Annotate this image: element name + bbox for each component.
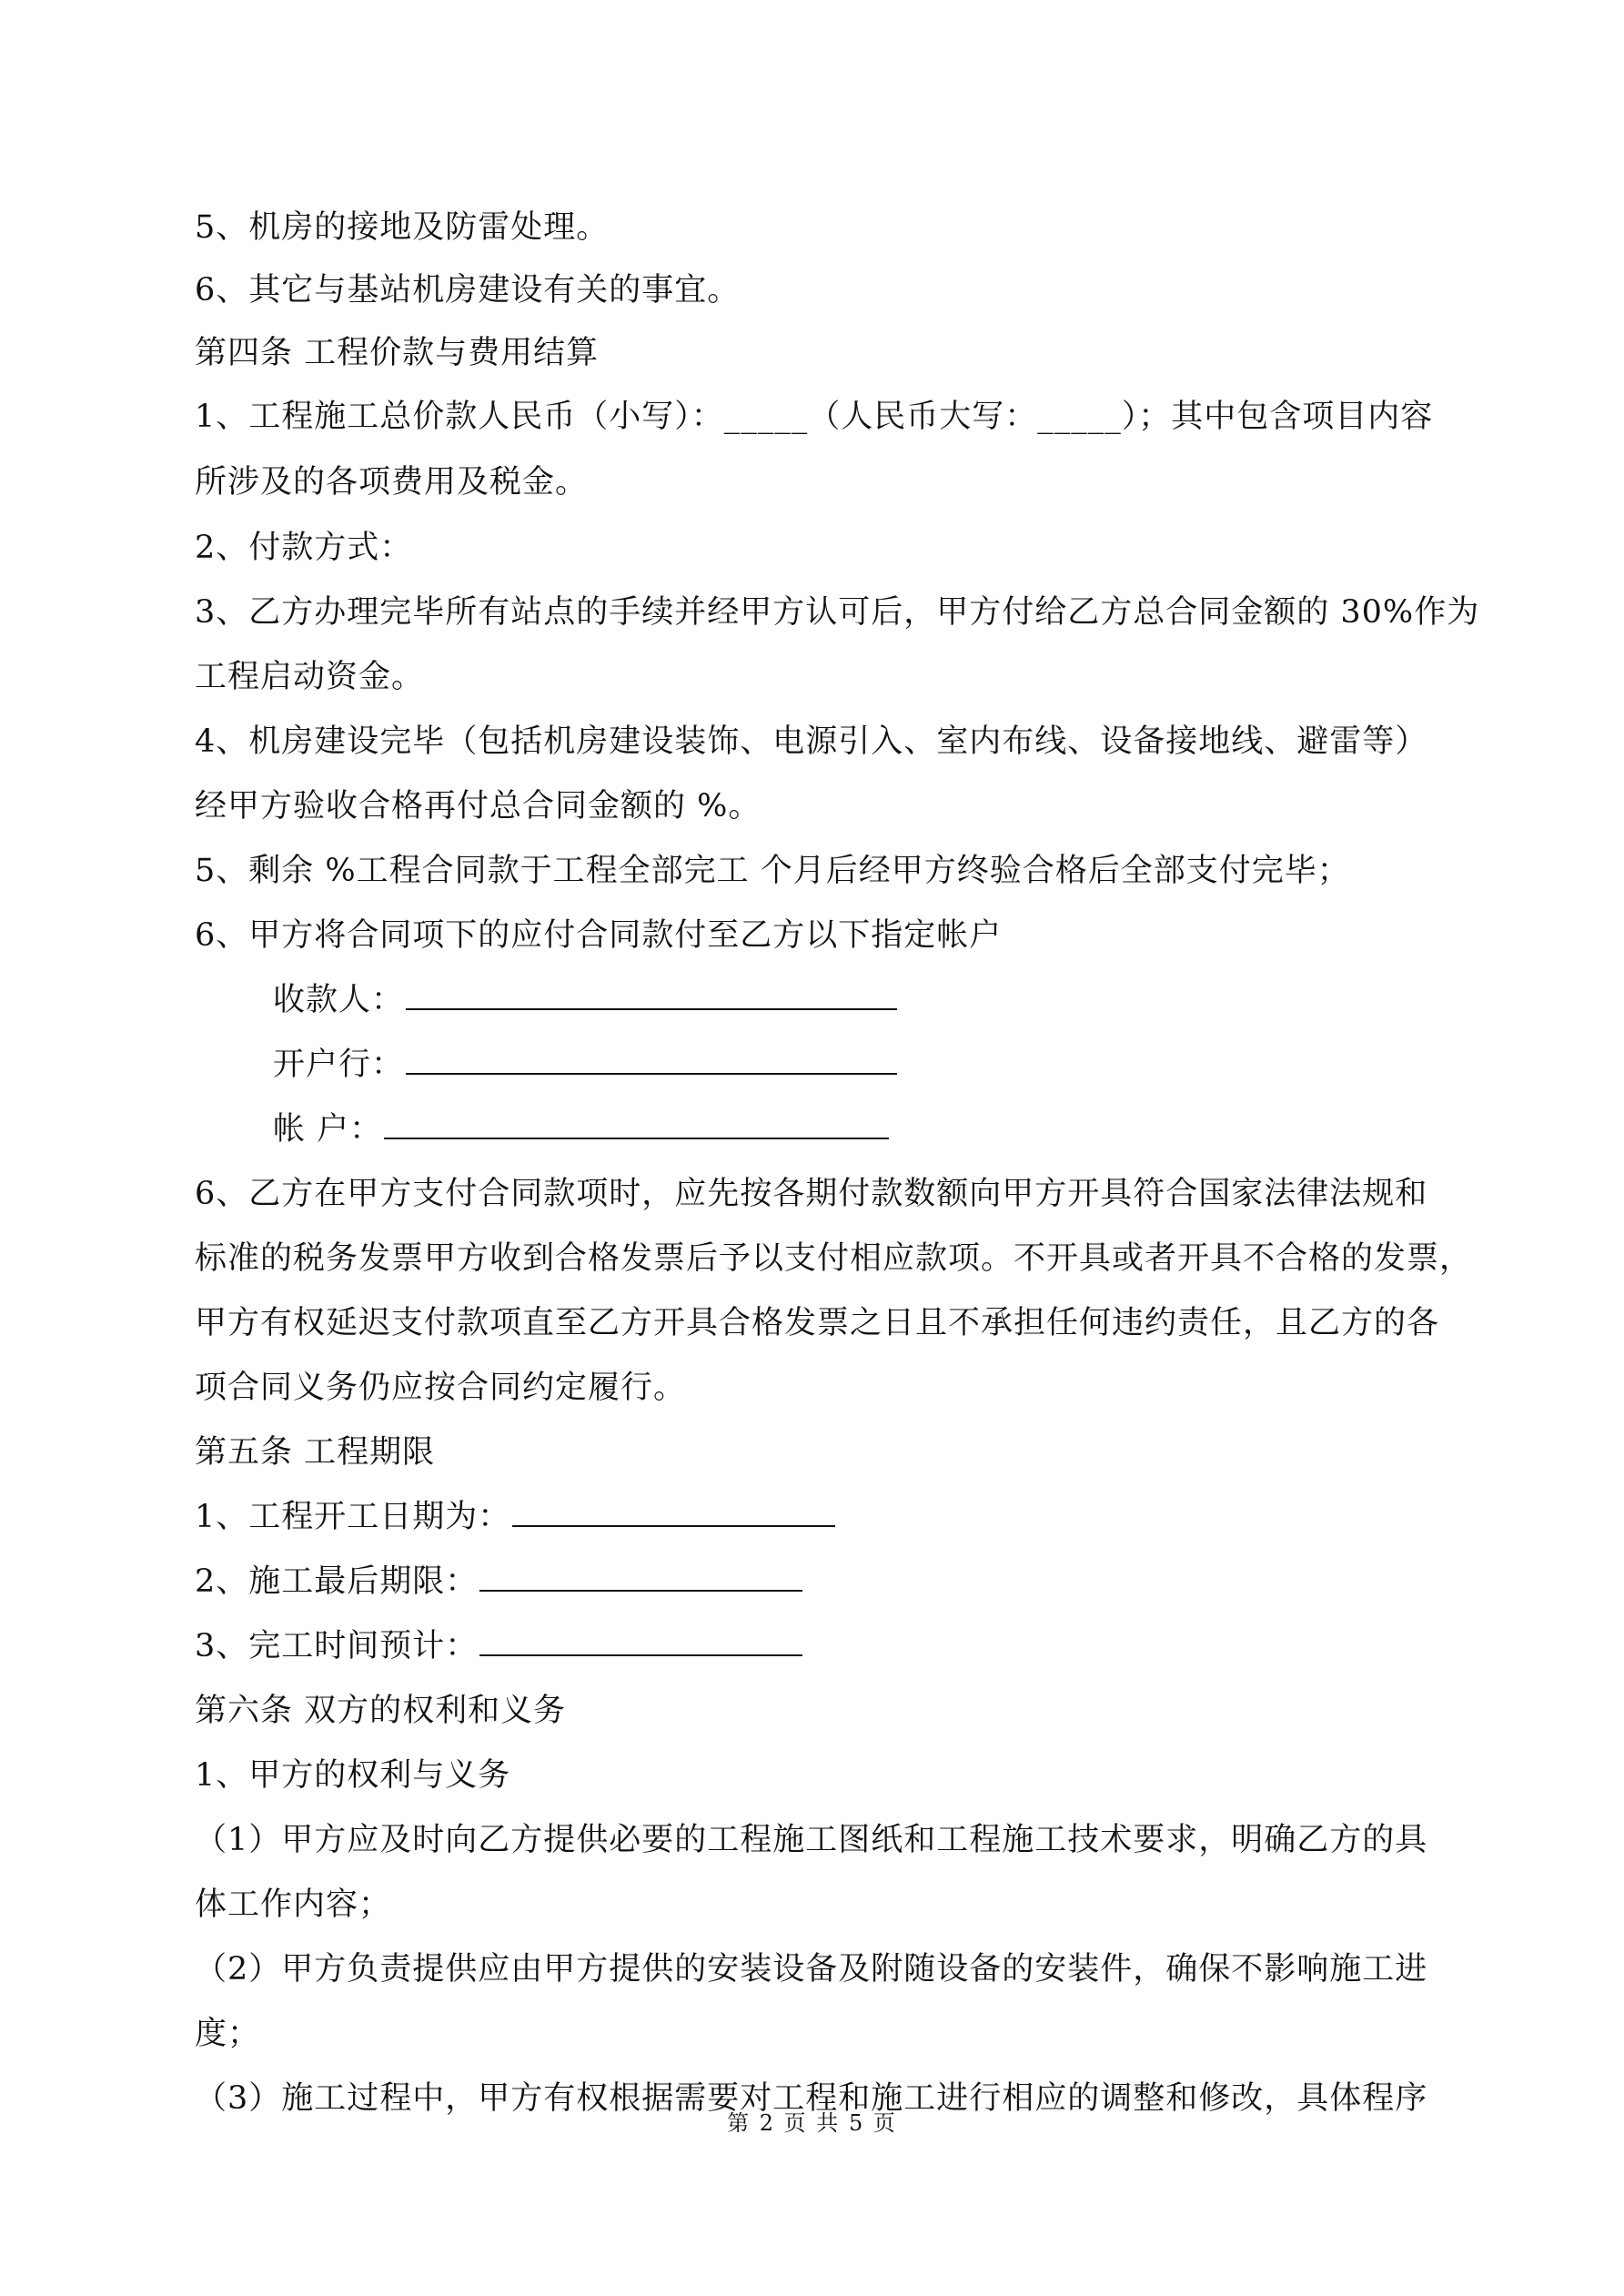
clause-line: 6、乙方在甲方支付合同款项时，应先按各期付款数额向甲方开具符合国家法律法规和 — [195, 1176, 1428, 1212]
bank-label: 开户行： — [273, 1047, 405, 1083]
estimate-blank — [479, 1627, 802, 1656]
account-label: 帐 户： — [273, 1111, 383, 1148]
payee-blank — [406, 981, 897, 1010]
clause-line: 3、乙方办理完毕所有站点的手续并经甲方认可后，甲方付给乙方总合同金额的 30%作为 — [195, 594, 1480, 631]
clause-line: 4、机房建设完毕（包括机房建设装饰、电源引入、室内布线、设备接地线、避雷等） — [195, 723, 1428, 760]
account-field — [273, 1109, 889, 1149]
estimate-field — [195, 1626, 802, 1666]
clause-line: 6、其它与基站机房建设有关的事宜。 — [195, 272, 741, 308]
clause-line: （1）甲方应及时向乙方提供必要的工程施工图纸和工程施工技术要求，明确乙方的具 — [195, 1822, 1428, 1858]
deadline-blank — [479, 1563, 802, 1592]
estimate-label: 3、完工时间预计： — [195, 1628, 479, 1664]
section-heading: 第五条 工程期限 — [195, 1434, 436, 1471]
bank-field — [273, 1045, 897, 1085]
clause-line: 5、剩余 %工程合同款于工程全部完工 个月后经甲方终验合格后全部支付完毕； — [195, 853, 1350, 889]
clause-line: 6、甲方将合同项下的应付合同款付至乙方以下指定帐户 — [195, 917, 1003, 954]
clause-line: 项合同义务仍应按合同约定履行。 — [195, 1370, 687, 1406]
clause-line: 标准的税务发票甲方收到合格发票后予以支付相应款项。不开具或者开具不合格的发票， — [195, 1240, 1473, 1277]
clause-line: 工程启动资金。 — [195, 659, 425, 695]
clause-line: （2）甲方负责提供应由甲方提供的安装设备及附随设备的安装件，确保不影响施工进 — [195, 1951, 1428, 1988]
account-blank — [384, 1110, 889, 1139]
clause-line: 所涉及的各项费用及税金。 — [195, 464, 589, 501]
clause-line: 1、甲方的权利与义务 — [195, 1757, 511, 1794]
clause-line: （3）施工过程中，甲方有权根据需要对工程和施工进行相应的调整和修改，具体程序 — [195, 2080, 1428, 2117]
section-heading: 第四条 工程价款与费用结算 — [195, 335, 600, 371]
deadline-label: 2、施工最后期限： — [195, 1563, 479, 1600]
clause-line: 甲方有权延迟支付款项直至乙方开具合格发票之日且不承担任何违约责任，且乙方的各 — [195, 1305, 1440, 1341]
bank-blank — [406, 1046, 897, 1075]
clause-line: 经甲方验收合格再付总合同金额的 %。 — [195, 788, 762, 824]
clause-line: 2、付款方式： — [195, 530, 413, 566]
start-date-label: 1、工程开工日期为： — [195, 1499, 511, 1535]
clause-line: 1、工程施工总价款人民币（小写）：_____（人民币大写：_____）；其中包含项目内容 — [195, 399, 1434, 435]
clause-line: 5、机房的接地及防雷处理。 — [195, 209, 610, 246]
deadline-field — [195, 1562, 802, 1602]
clause-line: 体工作内容； — [195, 1886, 392, 1923]
section-heading: 第六条 双方的权利和义务 — [195, 1693, 567, 1729]
start-date-blank — [512, 1498, 835, 1527]
start-date-field — [195, 1497, 835, 1537]
payee-label: 收款人： — [273, 982, 405, 1018]
payee-field — [273, 980, 897, 1020]
page-footer: 第 2 页 共 5 页 — [727, 2110, 897, 2136]
clause-line: 度； — [195, 2016, 261, 2052]
